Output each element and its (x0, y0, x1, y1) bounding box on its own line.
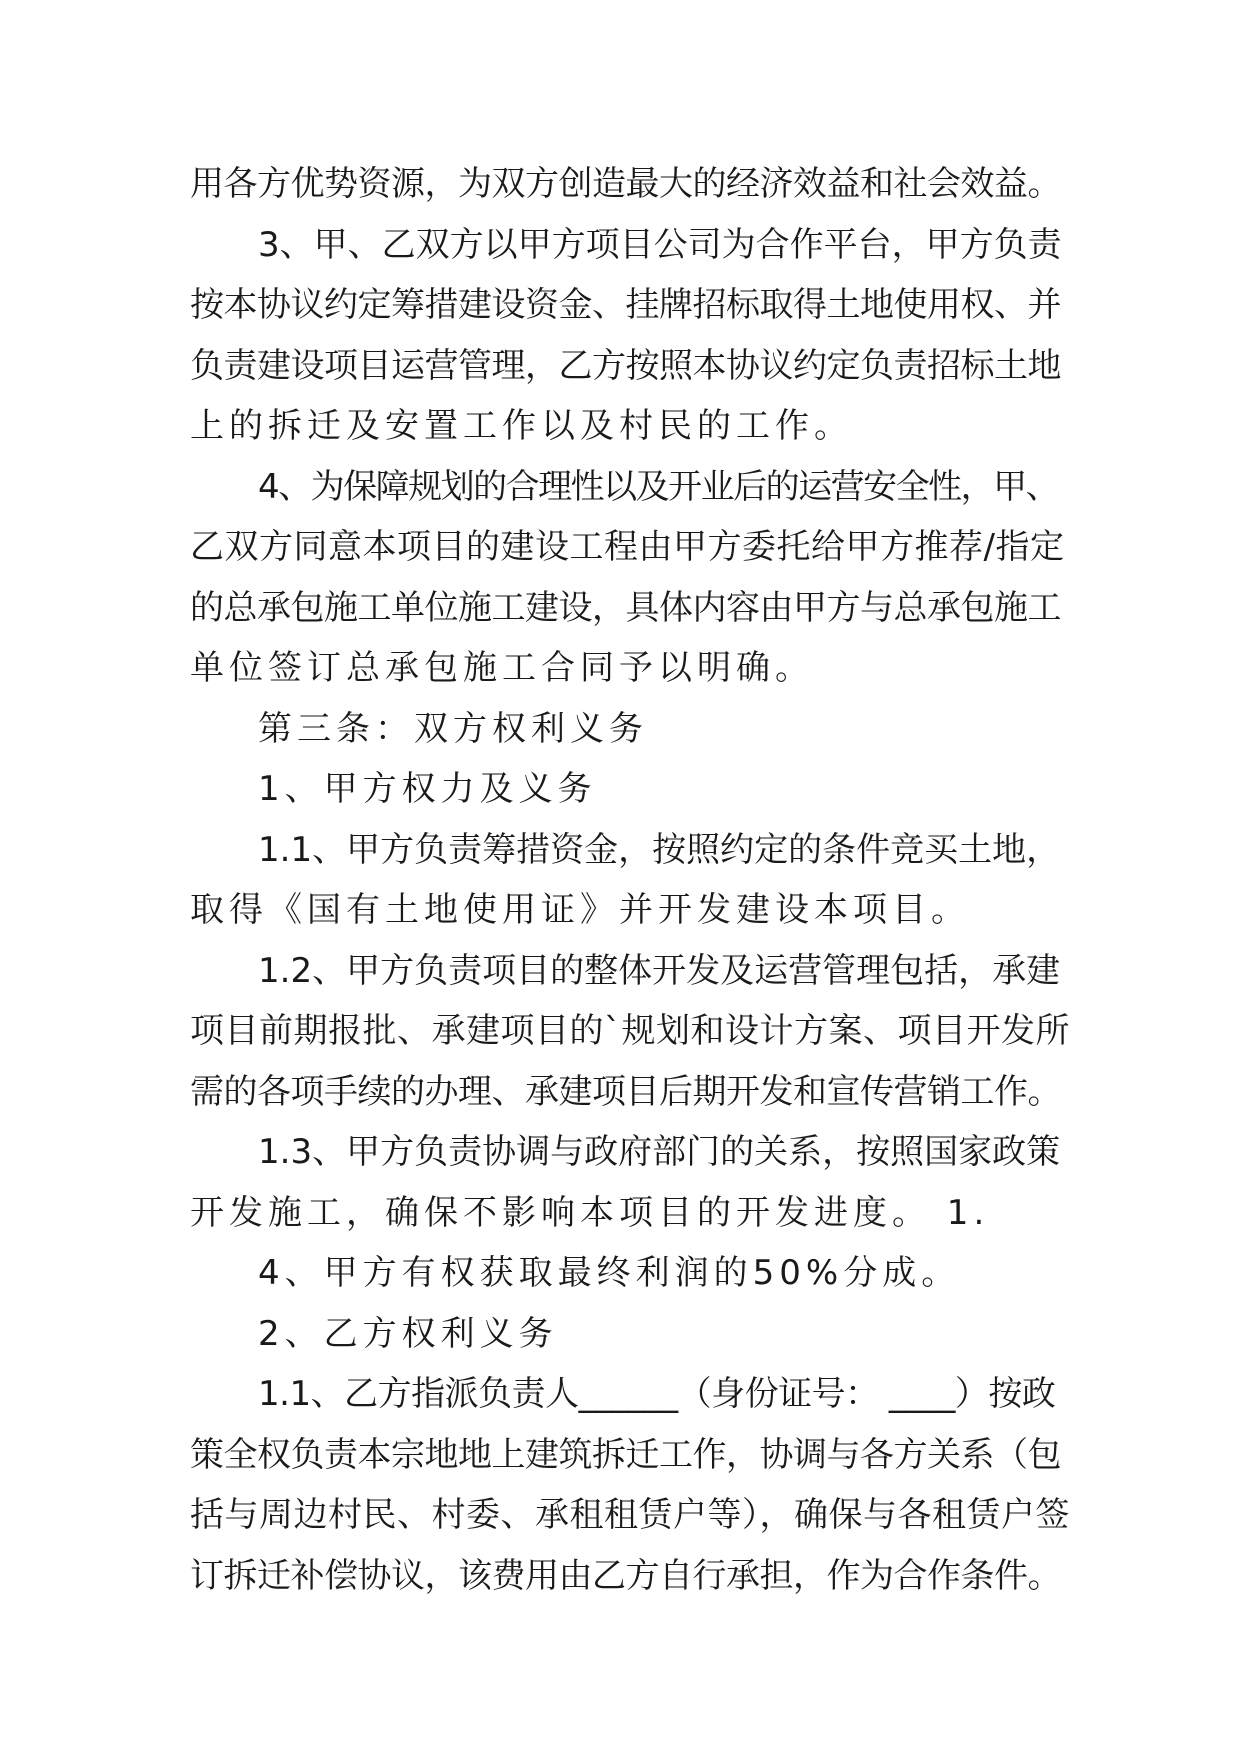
text-line: 4、甲方有权获取最终利润的50%分成。 (258, 1253, 961, 1293)
text-line: 括与周边村民、村委、承租租赁户等），确保与各租赁户签 (190, 1495, 1070, 1535)
section-heading: 第三条：双方权利义务 (258, 708, 648, 749)
text-line: 负责建设项目运营管理，乙方按照本协议约定负责招标土地 (190, 345, 1061, 386)
text-line: 1.2、甲方负责项目的整体开发及运营管理包括，承建 (258, 950, 1061, 991)
text-line: 的总承包施工单位施工建设，具体内容由甲方与总承包施工 (190, 587, 1061, 628)
text-line: 项目前期报批、承建项目的`规划和设计方案、项目开发所 (190, 1011, 1070, 1051)
text-line: 订拆迁补偿协议，该费用由乙方自行承担，作为合作条件。 (190, 1555, 1061, 1596)
text-line: 开发施工，确保不影响本项目的开发进度。 1. (190, 1192, 990, 1233)
text-line: 1.1、乙方指派负责人______（身份证号： ____）按政 (258, 1374, 1056, 1414)
text-line: 用各方优势资源，为双方创造最大的经济效益和社会效益。 (190, 164, 1061, 204)
document-body (190, 154, 1070, 1606)
subsection-heading: 1、甲方权力及义务 (258, 769, 597, 809)
text-line: 策全权负责本宗地地上建筑拆迁工作，协调与各方关系（包 (190, 1434, 1061, 1475)
text-line: 需的各项手续的办理、承建项目后期开发和宣传营销工作。 (190, 1071, 1061, 1112)
text-line: 按本协议约定筹措建设资金、挂牌招标取得土地使用权、并 (190, 285, 1061, 325)
text-line: 4、为保障规划的合理性以及开业后的运营安全性，甲、 (258, 466, 1059, 507)
text-line: 上的拆迁及安置工作以及村民的工作。 (190, 406, 853, 446)
text-line: 取得《国有土地使用证》并开发建设本项目。 (190, 890, 970, 930)
text-line: 1.1、甲方负责筹措资金，按照约定的条件竞买土地， (258, 829, 1061, 870)
text-line: 单位签订总承包施工合同予以明确。 (190, 648, 814, 688)
text-line: 1.3、甲方负责协调与政府部门的关系，按照国家政策 (258, 1132, 1061, 1172)
subsection-heading: 2、乙方权利义务 (258, 1313, 558, 1354)
text-line: 3、甲、乙双方以甲方项目公司为合作平台，甲方负责 (258, 224, 1062, 265)
text-line: 乙双方同意本项目的建设工程由甲方委托给甲方推荐/指定 (190, 527, 1065, 567)
